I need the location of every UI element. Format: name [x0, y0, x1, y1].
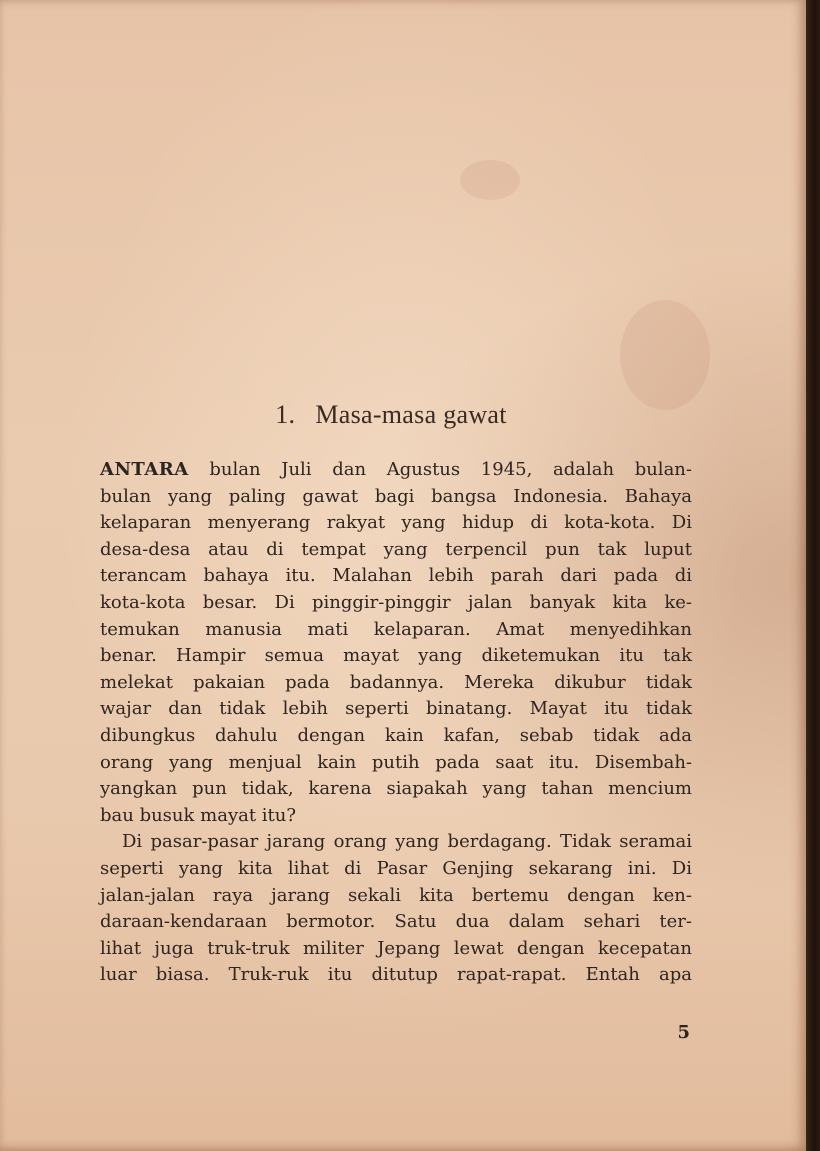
text-line: melekat pakaian pada badannya. Mereka dikubur tidak: [100, 671, 692, 693]
text-line: yangkan pun tidak, karena siapakah yang tahan mencium: [100, 778, 692, 800]
chapter-heading: [0, 400, 782, 430]
text-line: terancam bahaya itu. Malahan lebih parah dari pada di: [100, 565, 692, 587]
text-line: dibungkus dahulu dengan kain kafan, sebab tidak ada: [100, 724, 692, 746]
text-line: bau busuk mayat itu?: [100, 804, 297, 826]
text-line: luar biasa. Truk-ruk itu ditutup rapat-rapat. Entah apa: [100, 964, 692, 986]
text-line: seperti yang kita lihat di Pasar Genjing sekarang ini. Di: [100, 857, 692, 879]
body-text: [100, 457, 692, 989]
paper-stain: [620, 300, 710, 410]
text-line: kota-kota besar. Di pinggir-pinggir jalan banyak kita ke-: [100, 591, 692, 613]
lead-word: ANTARA: [100, 459, 189, 480]
text-line: [100, 457, 692, 484]
text-line: orang yang menjual kain putih pada saat itu. Disembah-: [100, 751, 692, 773]
text-line: kelaparan menyerang rakyat yang hidup di kota-kota. Di: [100, 512, 692, 534]
page-number: 5: [677, 1022, 690, 1043]
text-line: daraan-kendaraan bermotor. Satu dua dalam sehari ter-: [100, 911, 692, 933]
text-line: lihat juga truk-truk militer Jepang lewat dengan kecepatan: [100, 937, 692, 959]
paper-stain: [460, 160, 520, 200]
text-line: desa-desa atau di tempat yang terpencil pun tak luput: [100, 538, 692, 560]
text-line: bulan yang paling gawat bagi bangsa Indonesia. Bahaya: [100, 485, 692, 507]
text-line: temukan manusia mati kelaparan. Amat menyedihkan: [100, 618, 692, 640]
chapter-number: 1.: [275, 400, 296, 429]
text-line: Di pasar-pasar jarang orang yang berdagang. Tidak seramai: [122, 831, 692, 853]
chapter-title: Masa-masa gawat: [315, 400, 507, 429]
text-line: jalan-jalan raya jarang sekali kita bertemu dengan ken-: [100, 884, 692, 906]
text-line: benar. Hampir semua mayat yang diketemukan itu tak: [100, 645, 692, 667]
text-line-content: bulan Juli dan Agustus 1945, adalah bulan-: [209, 459, 692, 480]
book-edge: [806, 0, 820, 1151]
text-line: wajar dan tidak lebih seperti binatang. Mayat itu tidak: [100, 698, 692, 720]
